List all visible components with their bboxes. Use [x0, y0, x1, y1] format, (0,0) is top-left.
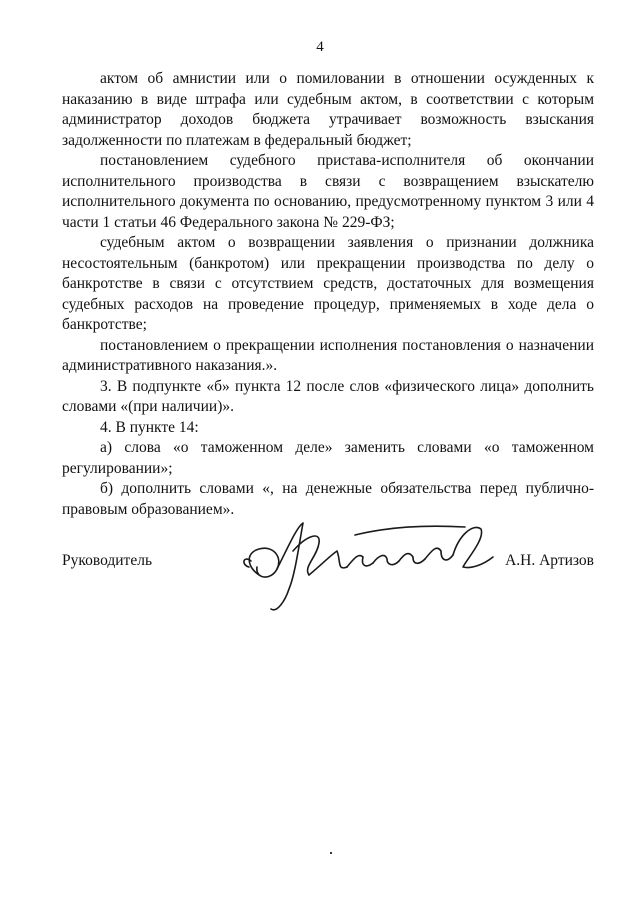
- signer-name: А.Н. Артизов: [505, 552, 594, 569]
- page-number: 4: [316, 39, 324, 55]
- paragraph-penalty-termination: постановлением о прекращении исполнения постановления о назначении административного наказания.».: [62, 336, 594, 374]
- paragraph-amnesty-act: актом об амнистии или о помиловании в отношении осужденных к наказанию в виде штрафа или судебным актом, в соответствии с которым администратор доходов бюджета утрачивает возможность взыскания задолженности по платежам в федеральный бюджет;: [62, 70, 594, 149]
- scan-dot: [330, 852, 332, 854]
- paragraph-item-4b: б) дополнить словами «, на денежные обязательства перед публично-правовым образованием».: [62, 480, 594, 518]
- signer-title: Руководитель: [62, 552, 153, 569]
- document-body: [62, 69, 594, 520]
- paragraph-item-3: 3. В подпункте «б» пункта 12 после слов «физического лица» дополнить словами «(при наличии)».: [62, 377, 594, 415]
- paragraph-item-4a: а) слова «о таможенном деле» заменить словами «о таможенном регулировании»;: [62, 439, 594, 477]
- signature-block: [62, 500, 594, 630]
- handwritten-signature-icon: [237, 505, 507, 620]
- paragraph-item-4: 4. В пункте 14:: [100, 418, 199, 436]
- paragraph-bankruptcy-act: судебным актом о возвращении заявления о признании должника несостоятельным (банкротом) или прекращении производства по делу о банкротстве в связи с отсутствием средств, достаточных для возмещения судебных расходов на проведение процедур, применяемых в ходе дела о банкротстве;: [62, 234, 594, 333]
- paragraph-bailiff-resolution: постановлением судебного пристава-исполнителя об окончании исполнительного производства в связи с возвращением взыскателю исполнительного документа по основанию, предусмотренному пунктом 3 или 4 части 1 статьи 46 Федерального закона № 229-ФЗ;: [62, 152, 594, 231]
